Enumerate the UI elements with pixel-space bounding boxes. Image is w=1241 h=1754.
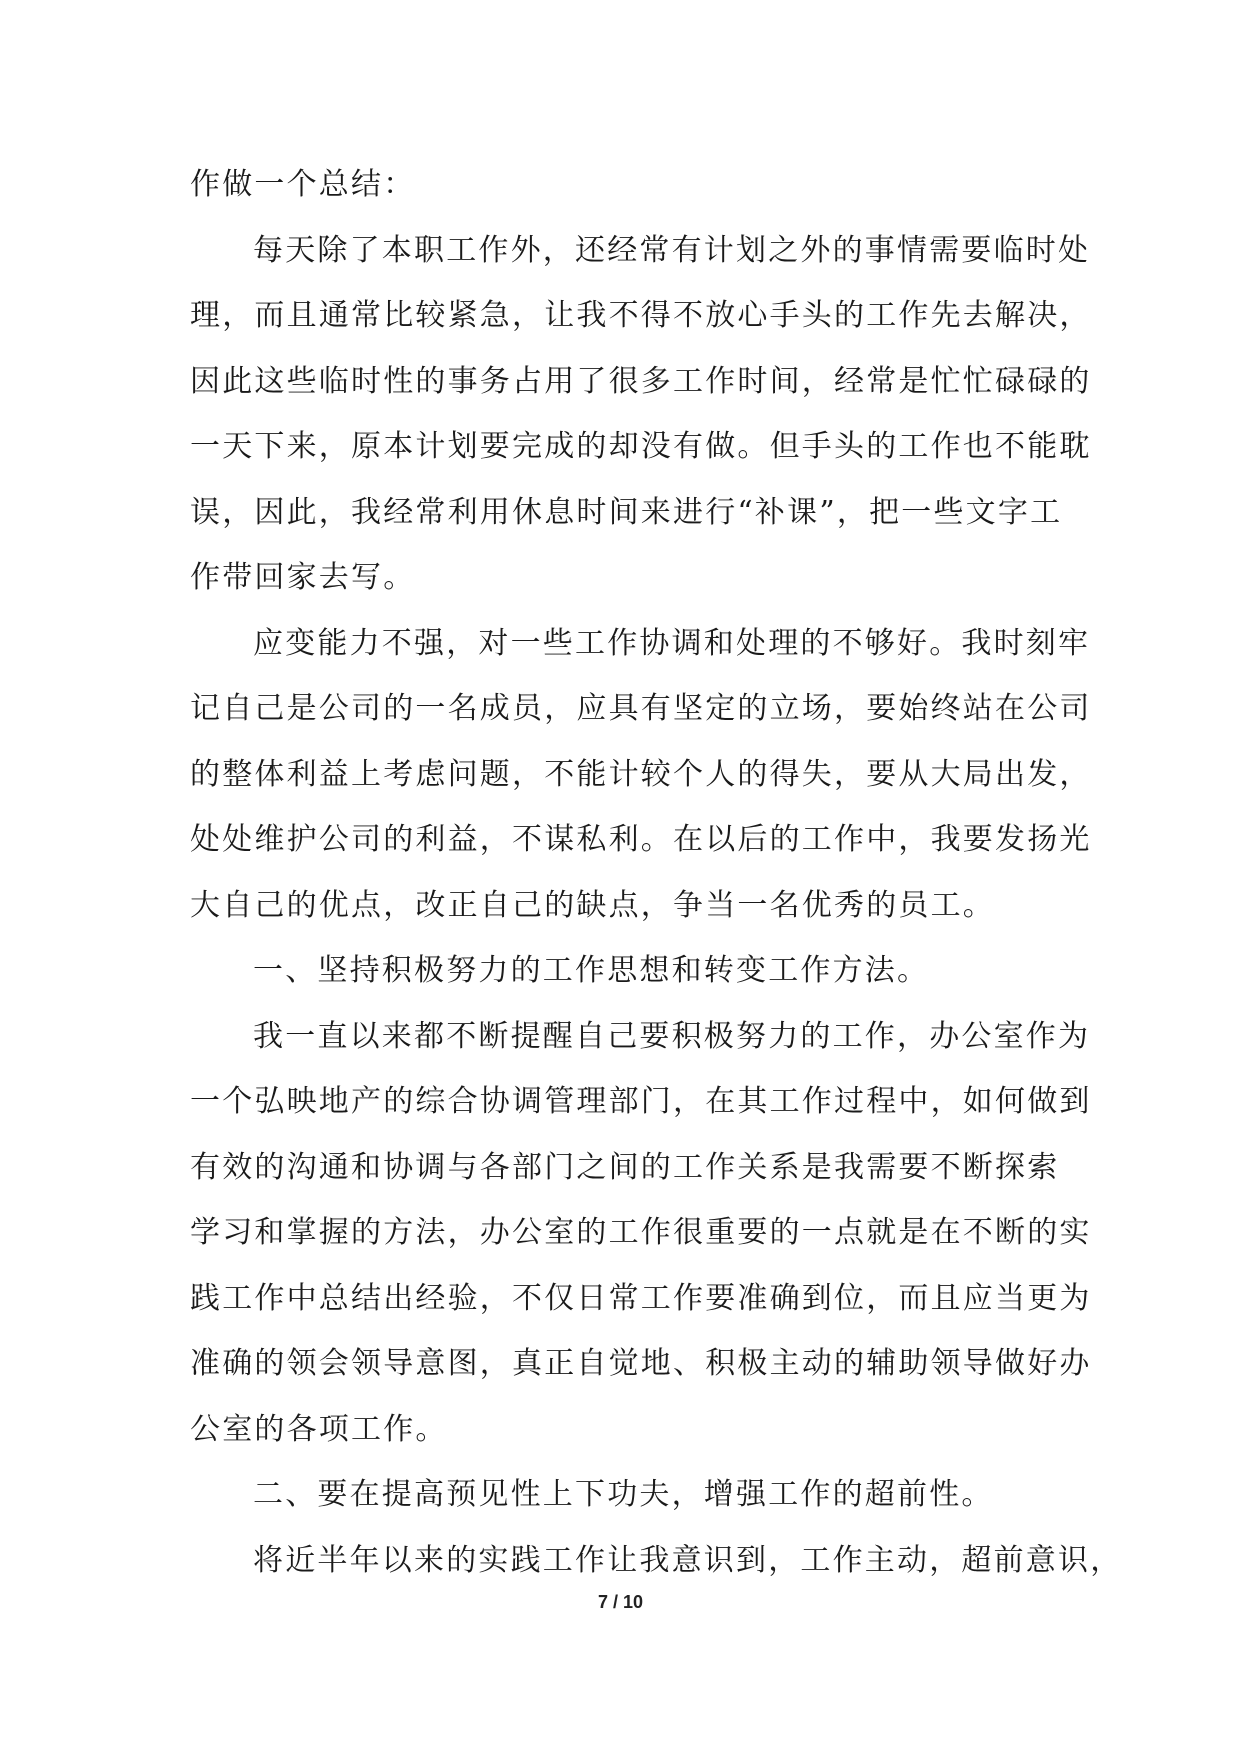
text-line: 应变能力不强，对一些工作协调和处理的不够好。我时刻牢 xyxy=(253,625,1091,661)
text-line: 理，而且通常比较紧急，让我不得不放心手头的工作先去解决， xyxy=(190,298,1092,333)
text-line: 处处维护公司的利益，不谋私利。在以后的工作中，我要发扬光 xyxy=(190,822,1092,857)
body-text xyxy=(190,152,1123,1593)
text-line: 将近半年以来的实践工作让我意识到，工作主动，超前意识， xyxy=(253,1542,1123,1578)
text-line: 准确的领会领导意图，真正自觉地、积极主动的辅助领导做好办 xyxy=(190,1346,1092,1381)
text-line: 有效的沟通和协调与各部门之间的工作关系是我需要不断探索 xyxy=(190,1149,1060,1185)
section-heading: 二、要在提高预见性上下功夫，增强工作的超前性。 xyxy=(253,1477,994,1512)
text-line: 记自己是公司的一名成员，应具有坚定的立场，要始终站在公司 xyxy=(190,691,1092,726)
page-number: 7 / 10 xyxy=(597,1592,644,1612)
text-line: 作做一个总结： xyxy=(190,167,416,202)
text-line: 的整体利益上考虑问题，不能计较个人的得失，要从大局出发， xyxy=(190,756,1092,792)
text-line: 学习和掌握的方法，办公室的工作很重要的一点就是在不断的实 xyxy=(190,1215,1092,1250)
text-line: 一个弘映地产的综合协调管理部门，在其工作过程中，如何做到 xyxy=(190,1084,1092,1119)
text-line: 作带回家去写。 xyxy=(190,560,416,595)
section-heading: 一、坚持积极努力的工作思想和转变工作方法。 xyxy=(253,953,930,988)
text-line: 一天下来，原本计划要完成的却没有做。但手头的工作也不能耽 xyxy=(190,429,1092,464)
text-line: 因此这些临时性的事务占用了很多工作时间，经常是忙忙碌碌的 xyxy=(190,363,1092,399)
text-line: 我一直以来都不断提醒自己要积极努力的工作，办公室作为 xyxy=(253,1018,1091,1054)
text-line: 大自己的优点，改正自己的缺点，争当一名优秀的员工。 xyxy=(190,887,995,923)
text-line: 误，因此，我经常利用休息时间来进行“补课”，把一些文字工 xyxy=(190,494,1063,530)
text-line: 践工作中总结出经验，不仅日常工作要准确到位，而且应当更为 xyxy=(190,1280,1092,1316)
text-line: 每天除了本职工作外，还经常有计划之外的事情需要临时处 xyxy=(253,232,1091,268)
text-line: 公室的各项工作。 xyxy=(190,1411,448,1447)
